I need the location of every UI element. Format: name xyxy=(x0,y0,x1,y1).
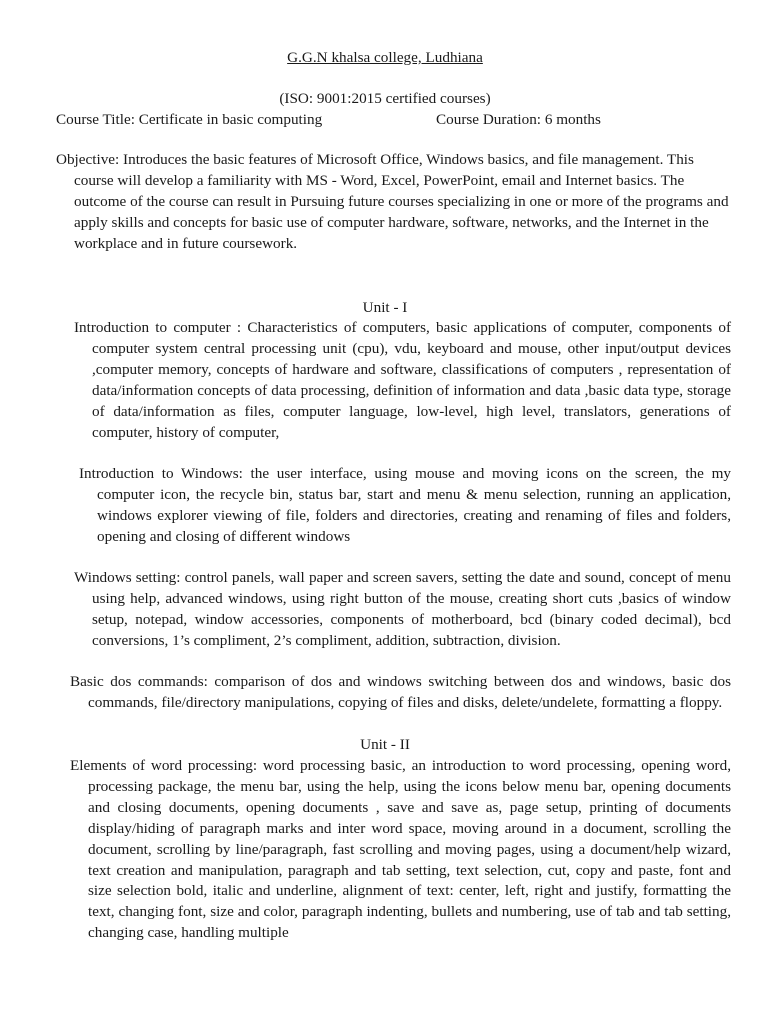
unit-1-heading: Unit - I xyxy=(362,299,408,316)
objective-paragraph: Objective: Introduces the basic features of Microsoft Office, Windows basics, and file management. This course will develop a familiarity with MS - Word, Excel, PowerPoint, email and Internet basics. The outcome of the course can result in Pursuing future courses specializing in one or more of the programs and apply skills and concepts for basic use of computer hardware, software, networks, and the Internet in the workplace and in future coursework. xyxy=(56,151,729,252)
course-title: Course Title: Certificate in basic computing xyxy=(56,111,323,128)
college-title: G.G.N khalsa college, Ludhiana xyxy=(287,49,483,66)
unit-2-topic-word-processing: Elements of word processing: word processing basic, an introduction to word processing, opening word, processing package, the menu bar, using the help, using the icons below menu bar, opening documents and closing documents, opening documents , save and save as, page setup, printing of documents display/hiding of paragraph marks and inter word space, moving around in a document, scrolling the document, scrolling by line/paragraph, fast scrolling and moving pages, using a document/help wizard, text creation and manipulation, paragraph and tab setting, text selection, cut, copy and paste, font and size selection bold, italic and underline, alignment of text: center, left, right and justify, formatting the text, changing font, size and color, paragraph indenting, bullets and numbering, use of tab and tab setting, changing case, handling multiple xyxy=(70,757,731,942)
iso-certification: (ISO: 9001:2015 certified courses) xyxy=(279,90,491,107)
unit-2-heading: Unit - II xyxy=(360,736,410,753)
unit-1-topic-windows-intro: Introduction to Windows: the user interface, using mouse and moving icons on the screen, the my computer icon, the recycle bin, status bar, start and menu & menu selection, running an application, windows explorer viewing of file, folders and directories, creating and renaming of files and folders, opening and closing of different windows xyxy=(79,465,731,545)
unit-1-topic-windows-setting: Windows setting: control panels, wall paper and screen savers, setting the date and sound, concept of menu using help, advanced windows, using right button of the mouse, creating short cuts ,basics of window setup, notepad, window accessories, components of motherboard, bcd (binary coded decimal), bcd conversions, 1’s compliment, 2’s compliment, addition, subtraction, division. xyxy=(74,569,731,649)
unit-1-topic-dos-commands: Basic dos commands: comparison of dos and windows switching between dos and windows, basic dos commands, file/directory manipulations, copying of files and disks, delete/undelete, formatting a floppy. xyxy=(70,673,731,711)
course-duration: Course Duration: 6 months xyxy=(436,111,601,128)
unit-1-topic-computer-intro: Introduction to computer : Characteristics of computers, basic applications of computer, components of computer system central processing unit (cpu), vdu, keyboard and mouse, other input/output devices ,computer memory, concepts of hardware and software, classifications of computers , representation of data/information concepts of data processing, definition of information and data ,basic data type, storage of data/information as files, computer language, low-level, high level, translators, generations of computer, history of computer, xyxy=(74,319,731,441)
